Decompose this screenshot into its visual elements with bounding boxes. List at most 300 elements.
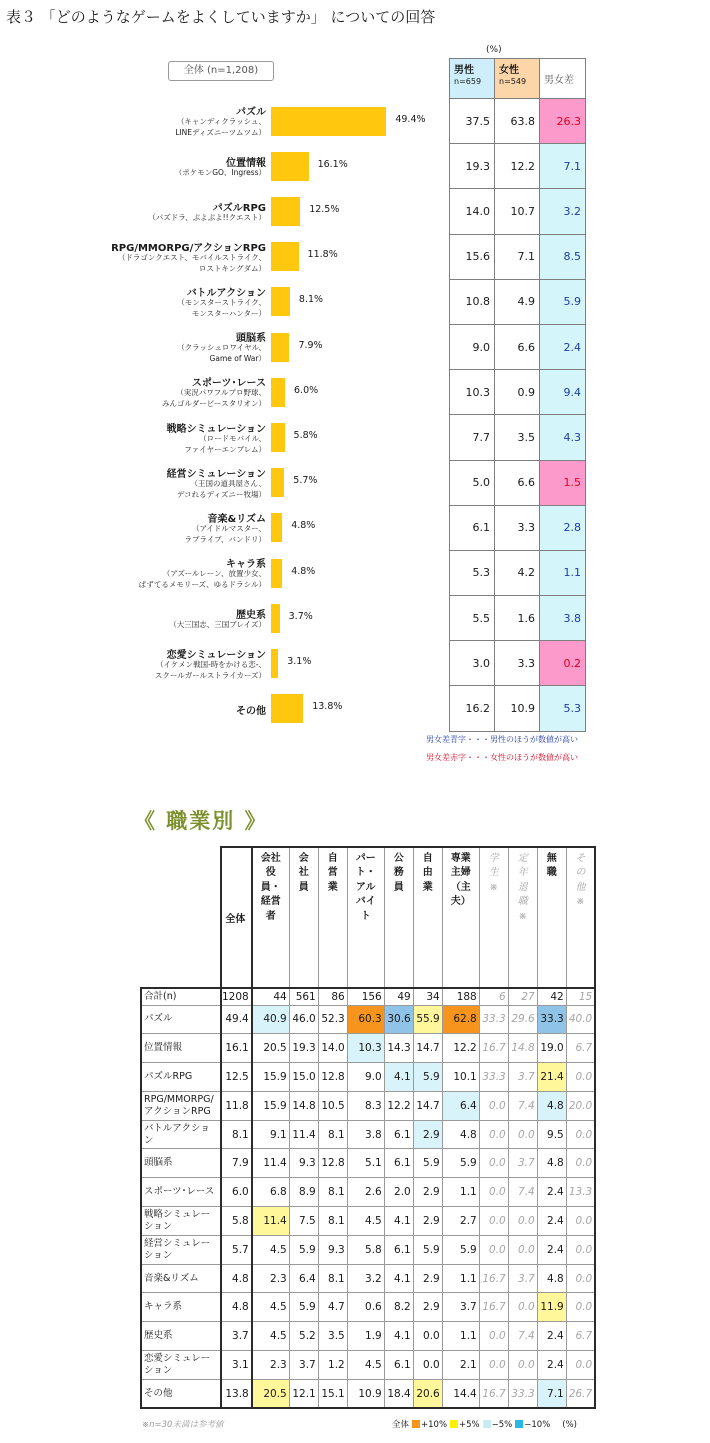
overall-cell: 3.7 [221,1322,252,1351]
value-cell: 33.3 [537,1005,566,1034]
occupation-column-header: パート・アルバイト [347,847,384,988]
game-label: 恋愛シミュレーション [166,649,266,661]
value-cell: 1.1 [442,1322,479,1351]
male-value: 3.0 [450,641,495,686]
value-cell: 11.4 [252,1207,290,1236]
value-cell: 10.5 [318,1091,347,1120]
game-label: その他 [236,705,266,717]
value-cell: 14.8 [508,1034,537,1063]
value-cell: 4.8 [537,1264,566,1293]
value-cell: 2.9 [413,1120,442,1149]
occupation-column-header: 会社役員・経営者 [252,847,290,988]
game-label: RPG/MMORPG/アクションRPG [111,242,266,254]
overall-cell: 13.8 [221,1379,252,1408]
overall-bar-value: 13.8% [312,701,343,713]
overall-cell: 12.5 [221,1063,252,1092]
row-label: 頭脳系 [141,1149,221,1178]
diff-value: 3.2 [540,189,586,234]
total-n-cell: 6 [479,988,508,1005]
value-cell: 7.5 [289,1207,318,1236]
row-label: バトルアクション [141,1120,221,1149]
overall-bar [271,152,309,181]
value-cell: 0.0 [566,1235,595,1264]
legend-swatch-icon [412,1420,420,1428]
value-cell: 0.0 [479,1235,508,1264]
male-value: 5.3 [450,550,495,595]
diff-value: 5.3 [540,686,586,731]
value-cell: 3.7 [508,1063,537,1092]
value-cell: 5.9 [289,1293,318,1322]
occupation-row [141,1351,595,1380]
game-examples: ラブライブ、バンドリ） [184,534,266,544]
occupation-row [141,1379,595,1408]
female-value: 4.2 [495,550,540,595]
male-value: 16.2 [450,686,495,731]
row-label: パズルRPG [141,1063,221,1092]
female-value: 3.3 [495,505,540,550]
legend-unit: (%) [562,1420,577,1430]
occupation-row [141,1091,595,1120]
value-cell: 0.0 [508,1235,537,1264]
game-examples: みんゴルダービースタリオン） [162,399,266,409]
occupation-table [140,846,596,1409]
gender-row [450,686,586,731]
game-label: 頭脳系 [236,333,266,345]
game-label: 位置情報 [226,157,266,169]
game-label: キャラ系 [226,559,266,571]
total-n-cell: 86 [318,988,347,1005]
row-label: その他 [141,1379,221,1408]
value-cell: 5.9 [413,1063,442,1092]
row-label: 音楽&リズム [141,1264,221,1293]
value-cell: 0.0 [479,1178,508,1207]
value-cell: 6.1 [384,1120,413,1149]
value-cell: 6.1 [384,1235,413,1264]
total-n-cell: 42 [537,988,566,1005]
occupation-row [141,1149,595,1178]
value-cell: 3.7 [289,1351,318,1380]
total-n-cell: 156 [347,988,384,1005]
female-value: 6.6 [495,324,540,369]
value-cell: 2.0 [384,1178,413,1207]
game-examples: （実況パワフルプロ野球、 [176,388,266,398]
game-examples: （大三国志、三国ブレイズ） [169,619,266,629]
value-cell: 2.3 [252,1264,290,1293]
diff-value: 7.1 [540,144,586,189]
occupation-header-row [141,847,595,988]
game-examples: （クラッシュロワイヤル、 [177,343,266,353]
value-cell: 0.0 [508,1293,537,1322]
value-cell: 0.0 [479,1207,508,1236]
overall-cell: 49.4 [221,1005,252,1034]
value-cell: 33.3 [479,1063,508,1092]
game-label: 経営シミュレーション [166,468,266,480]
value-cell: 60.3 [347,1005,384,1034]
value-cell: 4.1 [384,1264,413,1293]
value-cell: 8.1 [318,1178,347,1207]
value-cell: 16.7 [479,1293,508,1322]
value-cell: 0.0 [566,1207,595,1236]
game-examples: （キャンディクラッシュ、 [176,117,266,127]
value-cell: 5.9 [289,1235,318,1264]
value-cell: 4.1 [384,1322,413,1351]
overall-cell: 4.8 [221,1264,252,1293]
value-cell: 20.6 [413,1379,442,1408]
value-cell: 2.4 [537,1351,566,1380]
gender-row [450,99,586,144]
value-cell: 8.1 [318,1120,347,1149]
value-cell: 5.9 [413,1149,442,1178]
overall-bar [271,559,282,588]
value-cell: 16.7 [479,1379,508,1408]
game-examples: （モンスターストライク、 [177,297,266,307]
value-cell: 30.6 [384,1005,413,1034]
unit-label: (%) [486,45,502,55]
total-n-cell: 188 [442,988,479,1005]
game-label: パズルRPG [212,203,266,214]
occupation-row [141,1207,595,1236]
value-cell: 12.8 [318,1149,347,1178]
female-value: 3.5 [495,415,540,460]
male-value: 6.1 [450,505,495,550]
row-label: 戦略シミュレーション [141,1207,221,1236]
value-cell: 7.1 [537,1379,566,1408]
value-cell: 3.7 [508,1264,537,1293]
overall-bar-value: 4.8% [291,520,316,532]
occupation-column-header: 会社員 [289,847,318,988]
overall-bar [271,107,386,136]
value-cell: 2.3 [252,1351,290,1380]
value-cell: 10.3 [347,1034,384,1063]
diff-value: 3.8 [540,596,586,641]
female-header: 女性 n=549 [495,59,540,99]
value-cell: 15.1 [318,1379,347,1408]
value-cell: 6.7 [566,1322,595,1351]
value-cell: 0.0 [566,1063,595,1092]
game-examples: ファイヤーエンブレム） [184,444,266,454]
female-value: 63.8 [495,99,540,144]
overall-cell: 7.9 [221,1149,252,1178]
value-cell: 12.8 [318,1063,347,1092]
game-examples: スクールガールストライカーズ） [154,670,266,680]
overall-bar-value: 16.1% [317,158,348,170]
occupation-row [141,1178,595,1207]
overall-column-header: 全体 [221,847,252,988]
male-value: 5.5 [450,596,495,641]
male-value: 37.5 [450,99,495,144]
overall-cell: 3.1 [221,1351,252,1380]
value-cell: 3.8 [347,1120,384,1149]
value-cell: 0.0 [413,1322,442,1351]
occupation-row [141,1063,595,1092]
overall-bar [271,378,285,407]
male-header: 男性 n=659 [450,59,495,99]
gender-row [450,596,586,641]
overall-bar [271,694,303,723]
value-cell: 4.8 [537,1091,566,1120]
occupation-section-title: 《 職業別 》 [134,809,268,833]
value-cell: 15.0 [289,1063,318,1092]
value-cell: 9.5 [537,1120,566,1149]
value-cell: 20.5 [252,1379,290,1408]
overall-bar-value: 7.9% [298,339,323,351]
row-label: 歴史系 [141,1322,221,1351]
value-cell: 15.9 [252,1063,290,1092]
gender-row [450,324,586,369]
overall-sample-box: 全体 (n=1,208) [168,61,274,81]
male-value: 7.7 [450,415,495,460]
color-legend [392,1418,577,1430]
value-cell: 2.9 [413,1293,442,1322]
game-label: スポーツ･レース [191,378,266,390]
game-examples: （ロードモバイル、 [199,433,266,443]
female-value: 3.3 [495,641,540,686]
game-examples: （アズールレーン、放置少女、 [162,569,266,579]
value-cell: 12.2 [442,1034,479,1063]
total-n-cell: 49 [384,988,413,1005]
value-cell: 11.4 [289,1120,318,1149]
value-cell: 19.0 [537,1034,566,1063]
legend-red-note: 男女差赤字・・・女性のほうが数値が高い [426,753,578,762]
value-cell: 0.0 [479,1149,508,1178]
value-cell: 19.3 [289,1034,318,1063]
value-cell: 4.5 [252,1322,290,1351]
game-label: 音楽&リズム [207,513,266,525]
value-cell: 2.9 [413,1264,442,1293]
value-cell: 16.7 [479,1264,508,1293]
female-value: 7.1 [495,234,540,279]
value-cell: 8.1 [318,1264,347,1293]
value-cell: 5.8 [347,1235,384,1264]
value-cell: 5.1 [347,1149,384,1178]
value-cell: 52.3 [318,1005,347,1034]
legend-prefix: 全体 [392,1420,410,1430]
game-examples: LINEディズニーツムツム） [175,128,266,138]
value-cell: 46.0 [289,1005,318,1034]
legend-swatch-icon [515,1420,523,1428]
value-cell: 15.9 [252,1091,290,1120]
legend-blue-note: 男女差青字・・・男性のほうが数値が高い [426,735,578,744]
value-cell: 5.9 [442,1149,479,1178]
value-cell: 33.3 [508,1379,537,1408]
value-cell: 0.0 [508,1120,537,1149]
game-examples: （ポケモンGO、Ingress） [174,167,266,177]
occupation-column-header: 無職 [537,847,566,988]
value-cell: 0.0 [479,1091,508,1120]
value-cell: 14.0 [318,1034,347,1063]
occupation-row [141,1120,595,1149]
diff-value: 26.3 [540,99,586,144]
value-cell: 5.9 [442,1235,479,1264]
value-cell: 6.4 [289,1264,318,1293]
value-cell: 9.0 [347,1063,384,1092]
value-cell: 6.8 [252,1178,290,1207]
overall-bar [271,333,289,362]
male-value: 5.0 [450,460,495,505]
total-n-cell: 44 [252,988,290,1005]
value-cell: 11.9 [537,1293,566,1322]
game-examples: （パズドラ、ぷよぷよ!!クエスト） [148,213,266,222]
page-title: 表３ 「どのようなゲームをよくしていますか」 についての回答 [6,8,436,26]
total-n-cell: 561 [289,988,318,1005]
value-cell: 3.7 [442,1293,479,1322]
overall-cell: 5.8 [221,1207,252,1236]
value-cell: 2.7 [442,1207,479,1236]
value-cell: 14.3 [384,1034,413,1063]
game-label: 戦略シミュレーション [166,423,266,435]
value-cell: 11.4 [252,1149,290,1178]
value-cell: 40.0 [566,1005,595,1034]
value-cell: 2.9 [413,1178,442,1207]
overall-cell: 8.1 [221,1120,252,1149]
game-examples: Game of War） [209,354,266,364]
overall-bar [271,242,299,271]
row-label: 合計(n) [141,988,221,1005]
gender-row [450,460,586,505]
game-examples: モンスターハンター） [191,308,266,318]
value-cell: 0.0 [508,1207,537,1236]
overall-bar-value: 5.8% [293,430,318,441]
diff-value: 2.4 [540,324,586,369]
value-cell: 6.4 [442,1091,479,1120]
female-value: 0.9 [495,370,540,415]
overall-bar [271,287,290,316]
value-cell: 14.7 [413,1091,442,1120]
overall-bar [271,649,278,678]
value-cell: 7.4 [508,1322,537,1351]
occupation-column-header: 自営業 [318,847,347,988]
gender-table [449,58,586,732]
gender-row [450,370,586,415]
male-value: 19.3 [450,144,495,189]
value-cell: 1.1 [442,1264,479,1293]
row-label: 恋愛シミュレーション [141,1351,221,1380]
value-cell: 20.5 [252,1034,290,1063]
gender-row [450,550,586,595]
value-cell: 4.1 [384,1063,413,1092]
total-n-cell: 34 [413,988,442,1005]
overall-cell: 4.8 [221,1293,252,1322]
occupation-row [141,1322,595,1351]
female-value: 10.7 [495,189,540,234]
value-cell: 18.4 [384,1379,413,1408]
value-cell: 2.4 [537,1207,566,1236]
footnote: ※n=30未満は参考値 [142,1420,224,1430]
female-value: 6.6 [495,460,540,505]
occupation-row [141,1235,595,1264]
game-examples: ぱずてるメモリーズ、ゆるドラシル） [138,580,266,590]
value-cell: 1.1 [442,1178,479,1207]
value-cell: 0.0 [566,1351,595,1380]
occupation-column-header: 定年退職※ [508,847,537,988]
value-cell: 14.4 [442,1379,479,1408]
row-label: 位置情報 [141,1034,221,1063]
value-cell: 1.9 [347,1322,384,1351]
value-cell: 7.4 [508,1178,537,1207]
game-examples: ロストキングダム） [198,263,266,273]
value-cell: 26.7 [566,1379,595,1408]
value-cell: 16.7 [479,1034,508,1063]
overall-bar-value: 8.1% [298,294,324,306]
occupation-column-header: 専業主婦（主夫） [442,847,479,988]
total-row [141,988,595,1005]
value-cell: 8.9 [289,1178,318,1207]
legend-swatch-icon [483,1420,491,1428]
male-value: 10.3 [450,370,495,415]
value-cell: 3.7 [508,1149,537,1178]
game-examples: （アイドルマスター、 [191,523,266,533]
value-cell: 2.4 [537,1178,566,1207]
value-cell: 9.1 [252,1120,290,1149]
value-cell: 33.3 [479,1005,508,1034]
gender-row [450,144,586,189]
value-cell: 40.9 [252,1005,290,1034]
value-cell: 0.0 [413,1351,442,1380]
value-cell: 2.6 [347,1178,384,1207]
value-cell: 1.2 [318,1351,347,1380]
game-examples: （王国の道具屋さん、 [190,478,266,488]
value-cell: 10.9 [347,1379,384,1408]
value-cell: 6.1 [384,1351,413,1380]
female-value: 12.2 [495,144,540,189]
value-cell: 20.0 [566,1091,595,1120]
overall-bar [271,513,282,542]
gender-row [450,505,586,550]
value-cell: 8.2 [384,1293,413,1322]
value-cell: 4.8 [537,1149,566,1178]
value-cell: 2.4 [537,1235,566,1264]
value-cell: 55.9 [413,1005,442,1034]
row-label: 経営シミュレーション [141,1235,221,1264]
occupation-column-header: 自由業 [413,847,442,988]
occupation-row [141,1264,595,1293]
diff-value: 0.2 [540,641,586,686]
occupation-row [141,1005,595,1034]
game-examples: デコれるディズニー牧場） [176,489,266,499]
male-value: 10.8 [450,279,495,324]
value-cell: 3.2 [347,1264,384,1293]
total-n-cell: 27 [508,988,537,1005]
male-value: 15.6 [450,234,495,279]
gender-row [450,234,586,279]
value-cell: 3.5 [318,1322,347,1351]
value-cell: 0.0 [566,1264,595,1293]
game-examples: （イケメン戦国-時をかける恋-、 [156,659,266,669]
overall-bar-value: 4.8% [291,565,316,577]
game-label: 歴史系 [236,609,266,621]
value-cell: 6.1 [384,1149,413,1178]
overall-cell: 16.1 [221,1034,252,1063]
value-cell: 4.5 [252,1235,290,1264]
occupation-column-header: 学生※ [479,847,508,988]
legend-label: +5% [459,1420,480,1430]
corner-cell [141,847,221,988]
value-cell: 0.0 [479,1120,508,1149]
overall-bar [271,604,280,633]
value-cell: 0.0 [566,1149,595,1178]
value-cell: 4.1 [384,1207,413,1236]
overall-bar-value: 12.5% [309,204,340,215]
overall-bar [271,423,285,452]
legend-label: −5% [491,1420,513,1430]
value-cell: 62.8 [442,1005,479,1034]
row-label: RPG/MMORPG/アクションRPG [141,1091,221,1120]
value-cell: 12.2 [384,1091,413,1120]
diff-value: 8.5 [540,234,586,279]
total-n-cell: 15 [566,988,595,1005]
value-cell: 0.6 [347,1293,384,1322]
legend-label: +10% [421,1420,448,1430]
